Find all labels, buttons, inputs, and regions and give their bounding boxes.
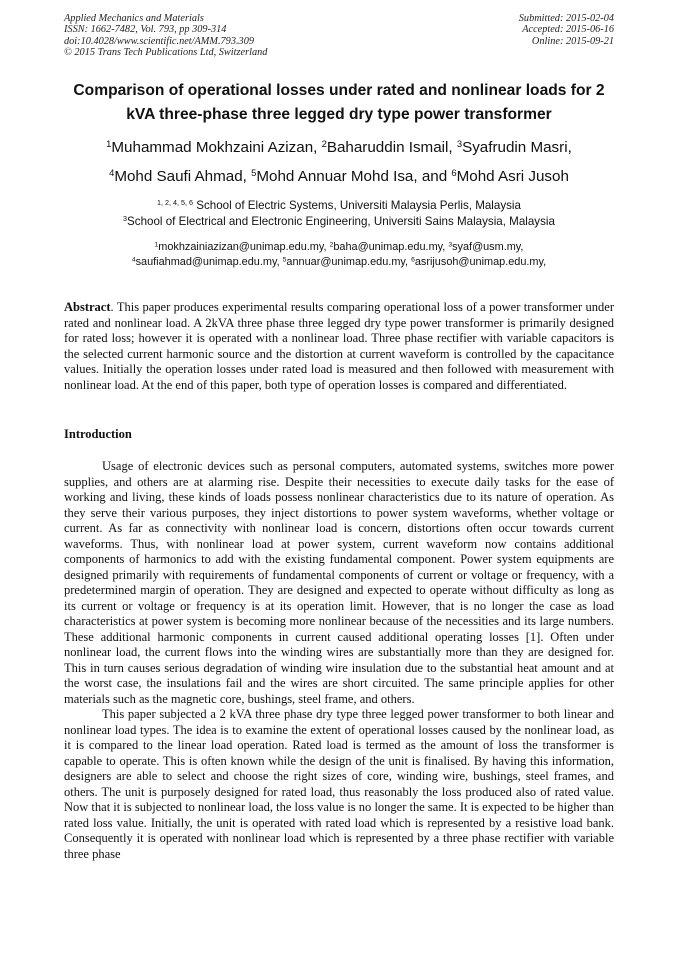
email-2: baha@unimap.edu.my,: [333, 241, 449, 253]
abstract-label: Abstract: [64, 300, 111, 314]
intro-paragraph-2: This paper subjected a 2 kVA three phase dry type three legged power transformer to both linear and nonlinear load types. The idea is to examine the extent of operational losses caused by the nonlinear load, as it is compared to the linear load operation. Rated load is termed as the amount of loss the transformer is capable to operate. This is often known while the design of the unit is finalised. By having this information, designers are able to select and choose the right sizes of core, winding wire, bushings, steel frames, and others. The unit is purposely designed for rated load, thus reasonably the loss produced also of rated value. Now that it is subjected to nonlinear load, the loss value is no longer the same. It is expected to be higher than rated loss value. Initially, the unit is operated with rated load which is represented by a resistive load bank. Consequently it is operated with nonlinear load which is represented by a three phase rectifier with variable three phase: [64, 707, 614, 861]
intro-paragraph-1: Usage of electronic devices such as personal computers, automated systems, switches more power supplies, and others are at alarming rise. Despite their necessities to execute daily tasks for the ease of working and living, these kinds of loads possess nonlinear characteristics due to its nature of operation. As they serve their various purposes, they inject distortions to power system waveforms, whether voltage or current. As far as connectivity with nonlinear load is concern, distortions often occur towards current waveforms. Thus, with nonlinear load at power system, current waveform now contains additional components of harmonics to add with the existing fundamental component. Power system equipments are designed primarily with requirements of fundamental components of current or voltage or frequency, with a predetermined margin of operation. They are designed and expected to operate without difficulty as long as its current or voltage or frequency is at its operation limit. However, that is no longer the case as load characteristics at power system is becoming more nonlinear because of the necessities and its large numbers. These additional harmonic components in current caused additional operating losses [1]. Often under nonlinear load, the current flows into the winding wires are substantially more than they are designed for. This in turn causes serious degradation of winding wire insulation due to the substantial heat amount and at the worst case, the insulations fail and the wires are short circuited. The same principle applies for other materials such as the magnetic core, bushings, steel frame, and others.: [64, 459, 614, 706]
paper-title: [40, 79, 638, 127]
abstract: [64, 300, 614, 393]
email-line-2: [30, 255, 648, 270]
affiliation-1-text: School of Electric Systems, Universiti Malaysia Perlis, Malaysia: [193, 199, 521, 212]
introduction-body: [64, 459, 614, 862]
author-line-2: [30, 162, 648, 191]
date-accepted: Accepted: 2015-06-16: [522, 24, 614, 36]
affiliation-1: [30, 198, 648, 214]
author-line-1: [30, 133, 648, 162]
author-4-sup: 4: [109, 166, 115, 178]
author-1-sup: 1: [106, 137, 112, 149]
author-6-sup: 6: [451, 166, 457, 178]
author-emails: [30, 240, 648, 270]
journal-name: Applied Mechanics and Materials: [64, 13, 204, 24]
author-2: Baharuddin Ismail,: [326, 139, 457, 156]
affiliations: [30, 198, 648, 230]
email-4: saufiahmad@unimap.edu.my,: [135, 256, 283, 268]
date-online: Online: 2015-09-21: [531, 35, 614, 47]
title-line-2: kVA three-phase three legged dry type power transformer: [126, 106, 552, 123]
title-line-1: Comparison of operational losses under rated and nonlinear loads for 2: [73, 82, 605, 99]
abstract-text: . This paper produces experimental results comparing operational loss of a power transformer under rated and nonlinear load. A 2kVA three phase three legged dry type power transformer is primarily designed for rated loss; however it is operated with a nonlinear load. Three phase rectifier with variable capacitors is the selected current harmonic source and the distortion at current waveform is controlled by the capacitance values. Initially the operation losses under rated load is measured and then followed with measurement with nonlinear load. At the end of this paper, both type of operation losses is compared and differentiated.: [64, 300, 614, 392]
email-2-sup: 2: [329, 241, 334, 249]
affiliation-1-sup: 1, 2, 4, 5, 6: [157, 198, 193, 208]
date-submitted: Submitted: 2015-02-04: [518, 13, 614, 24]
email-5: annuar@unimap.edu.my,: [286, 256, 412, 268]
journal-info: [64, 13, 267, 59]
author-1: Muhammad Mokhzaini Azizan,: [111, 139, 322, 156]
affiliation-2-text: School of Electrical and Electronic Engineering, Universiti Sains Malaysia, Malaysia: [127, 215, 555, 228]
email-5-sup: 5: [282, 256, 287, 264]
author-6: Mohd Asri Jusoh: [456, 168, 569, 185]
email-3-sup: 3: [448, 241, 453, 249]
author-4: Mohd Saufi Ahmad,: [114, 168, 252, 185]
journal-doi: doi:10.4028/www.scientific.net/AMM.793.309: [64, 35, 254, 47]
author-5-sup: 5: [251, 166, 257, 178]
email-6-sup: 6: [411, 256, 415, 264]
submission-dates: [519, 13, 614, 47]
journal-issn: ISSN: 1662-7482, Vol. 793, pp 309-314: [64, 24, 227, 36]
author-list: [30, 133, 648, 191]
email-line-1: [30, 240, 648, 255]
journal-copyright: © 2015 Trans Tech Publications Ltd, Switzerland: [64, 47, 268, 59]
email-1: mokhzainiazizan@unimap.edu.my,: [158, 241, 330, 253]
affiliation-2-sup: 3: [123, 214, 128, 224]
email-3: syaf@usm.my,: [452, 241, 524, 253]
email-4-sup: 4: [131, 256, 136, 264]
email-1-sup: 1: [154, 241, 159, 249]
author-5: Mohd Annuar Mohd Isa, and: [256, 168, 452, 185]
email-6: asrijusoh@unimap.edu.my,: [414, 256, 547, 268]
author-3-sup: 3: [456, 137, 463, 149]
author-3: Syafrudin Masri,: [462, 139, 572, 156]
introduction-heading: Introduction: [64, 427, 132, 441]
author-2-sup: 2: [321, 137, 327, 149]
affiliation-2: [30, 214, 648, 230]
